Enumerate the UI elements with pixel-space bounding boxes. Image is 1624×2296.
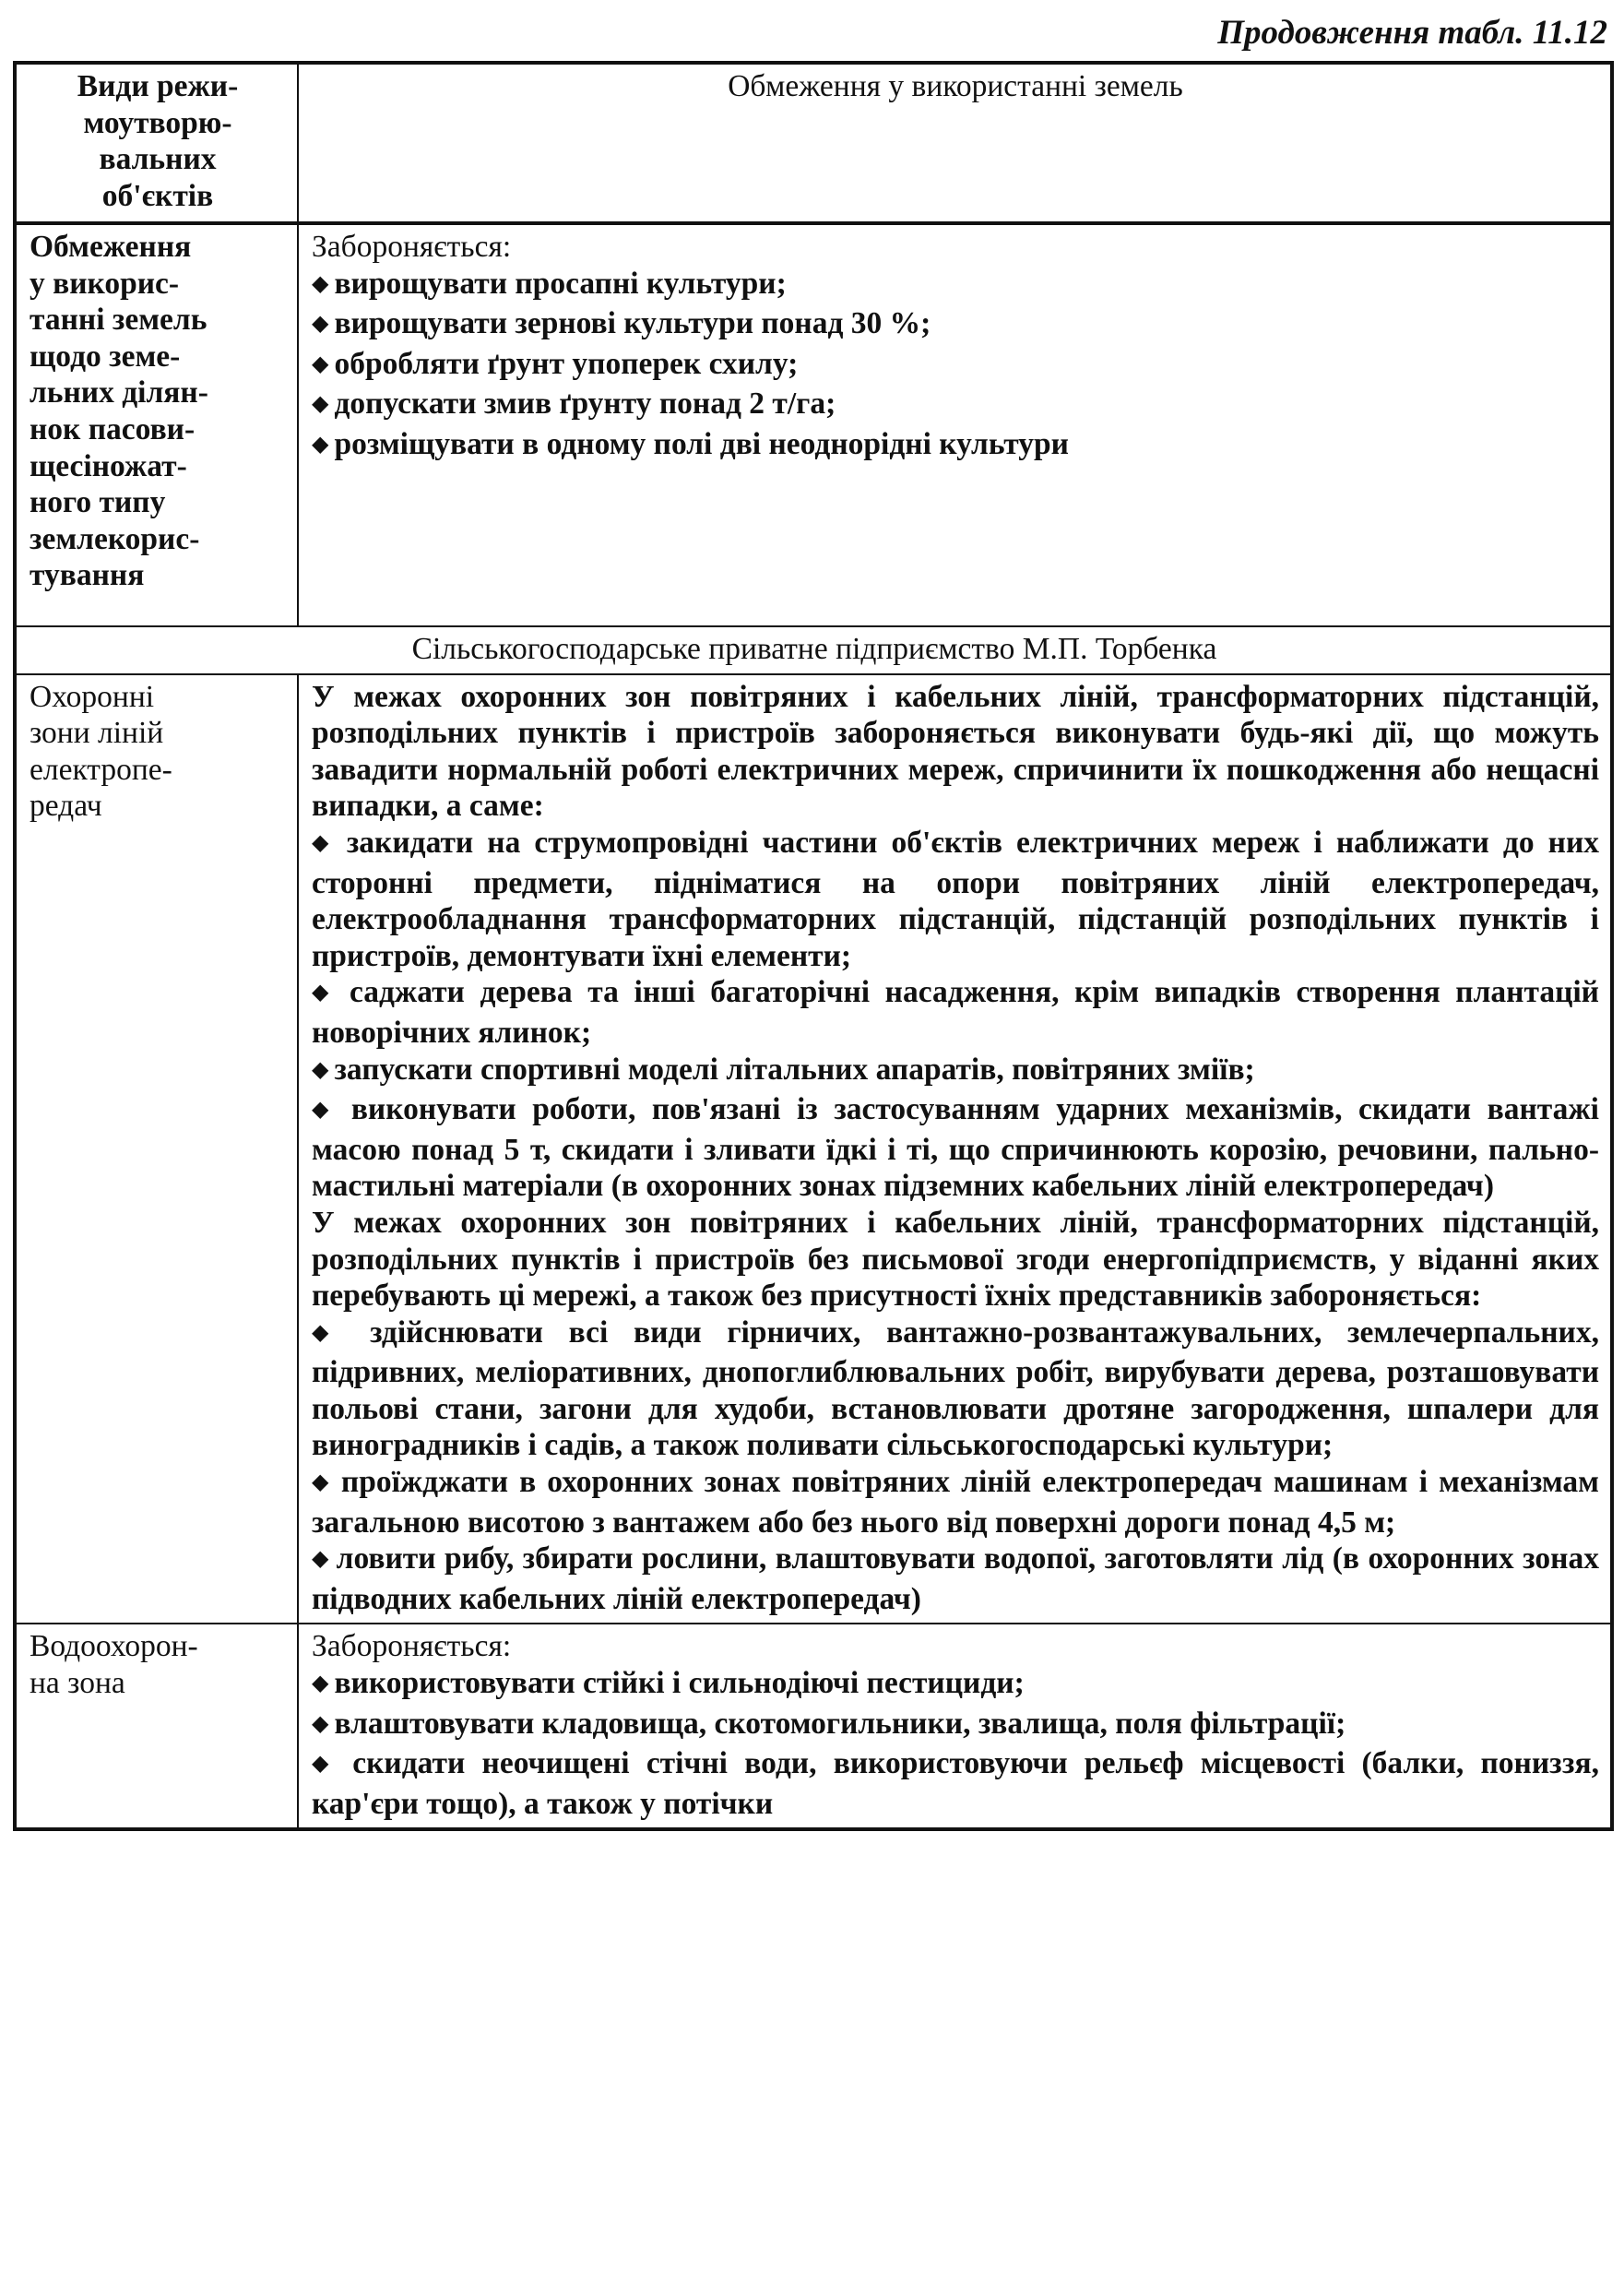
restrictions-grazing [298,223,1612,626]
object-power-lines: Охоронні зони ліній електропе- редач [15,674,298,1624]
table-row-power-lines [15,674,1612,1624]
paragraph: У межах охоронних зон повітряних і кабельних ліній, трансформаторних підстанцій, розподільних пунктів і пристроїв без письмової згоди енергопідприємств, у віданні яких перебувають ці мережі, а також без присутності їхніх представників забороняється: [312,1205,1599,1314]
table-row-water-zone [15,1624,1612,1829]
list-item: ◆ вирощувати просапні культури; [312,266,1599,306]
list-item: ◆ використовувати стійкі і сильнодіючі пестициди; [312,1665,1599,1706]
restrictions-table [13,61,1614,1831]
prohibited-intro: Забороняється: [312,1629,512,1664]
header-land-restrictions: Обмеження у використанні земель [298,63,1612,223]
list-item: ◆ скидати неочищені стічні води, використовуючи рельєф місцевості (балки, пониззя, кар'єри тощо), а також у потічки [312,1745,1599,1822]
list-item: ◆ допускати змив ґрунту понад 2 т/га; [312,386,1599,426]
section-title: Сільськогосподарське приватне підприємство М.П. Торбенка [15,626,1612,674]
paragraph: У межах охоронних зон повітряних і кабельних ліній, трансформаторних підстанцій, розподільних пунктів і пристроїв забороняється виконувати будь-які дії, що можуть завадити нормальній роботі електричних мереж, спричинити їх пошкодження або нещасні випадки, а саме: [312,679,1599,824]
list-item: ◆ запускати спортивні моделі літальних апаратів, повітряних зміїв; [312,1052,1599,1092]
list-item: ◆ вирощувати зернові культури понад 30 %; [312,305,1599,346]
header-object-types: Види режи- моутворю- вальних об'єктів [15,63,298,223]
list-item: ◆ виконувати роботи, пов'язані із застосуванням ударних механізмів, скидати вантажі масою понад 5 т, скидати і зливати їдкі і ті, що спричинюють корозію, речовини, пально-мастильні матеріали (в охоронних зонах підземних кабельних ліній електропередач) [312,1091,1599,1205]
list-item: ◆ обробляти ґрунт упоперек схилу; [312,346,1599,387]
object-grazing: Обмеження у викорис- танні земель щодо земе- льних ділян- нок пасови- щесіножат- ного типу землекорис- тування [15,223,298,626]
list-item: ◆ закидати на струмопровідні частини об'єктів електричних мереж і наближати до них сторонні предмети, підніматися на опори повітряних ліній електропередач, електрообладнання трансформаторних підстанцій, підстанцій розподільних пунктів і пристроїв, демонтувати їхні елементи; [312,825,1599,974]
list-item: ◆ розміщувати в одному полі дві неоднорідні культури [312,426,1599,467]
object-water-zone: Водоохорон- на зона [15,1624,298,1829]
continuation-label: Продовження табл. 11.12 [1217,14,1607,52]
table-row-grazing [15,223,1612,626]
list-item: ◆ влаштовувати кладовища, скотомогильники, звалища, поля фільтрації; [312,1706,1599,1746]
table-header-row [15,63,1612,223]
restrictions-power-lines [298,674,1612,1624]
prohibited-intro: Забороняється: [312,230,512,264]
list-item: ◆ саджати дерева та інші багаторічні насадження, крім випадків створення плантацій новорічних ялинок; [312,974,1599,1051]
restrictions-water-zone [298,1624,1612,1829]
list-item: ◆ ловити рибу, збирати рослини, влаштовувати водопої, заготовляти лід (в охоронних зонах підводних кабельних ліній електропередач) [312,1541,1599,1617]
list-item: ◆ проїжджати в охоронних зонах повітряних ліній електропередач машинам і механізмам загальною висотою з вантажем або без нього від поверхні дороги понад 4,5 м; [312,1464,1599,1541]
list-item: ◆ здійснювати всі види гірничих, вантажно-розвантажувальних, землечерпальних, підривних, меліоративних, днопоглиблювальних робіт, вирубувати дерева, розташовувати польові стани, загони для худоби, встановлювати дротяне загородження, шпалери для виноградників і садів, а також поливати сільськогосподарські культури; [312,1315,1599,1464]
table-row-section [15,626,1612,674]
